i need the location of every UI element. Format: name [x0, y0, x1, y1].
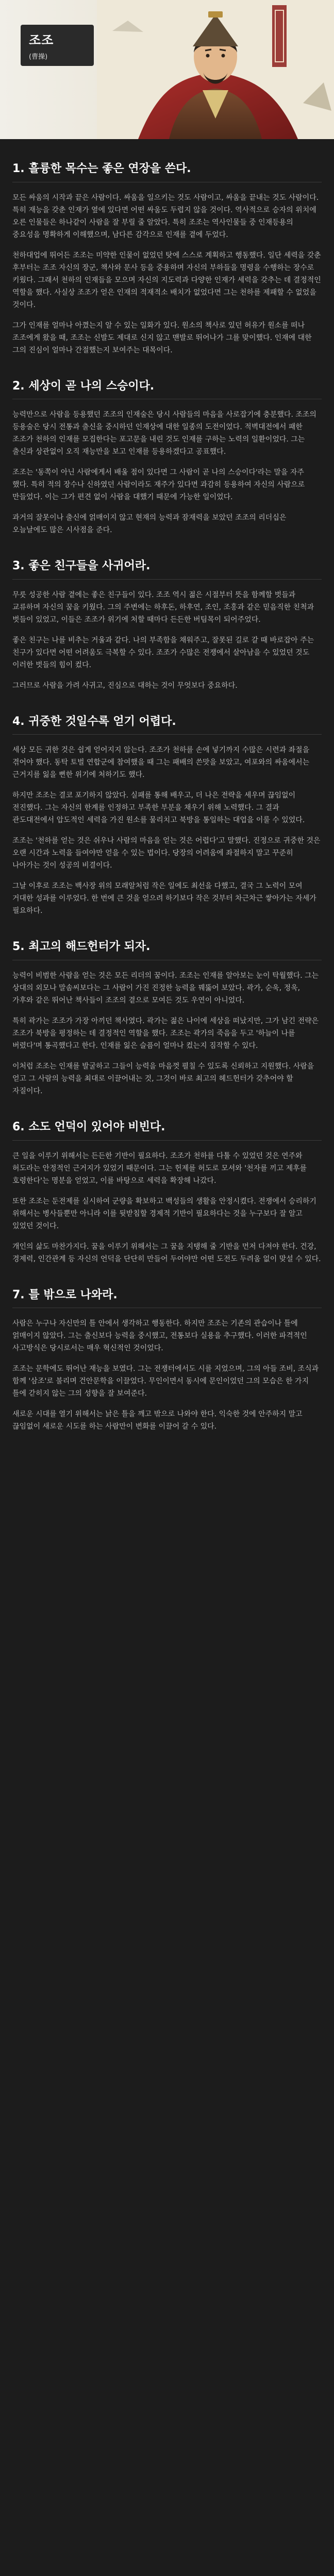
section-2 [12, 379, 322, 537]
paragraph: 이처럼 조조는 인재를 발굴하고 그들이 능력을 마음껏 펼칠 수 있도록 신뢰하고 지원했다. 사람을 얻고 그 사람의 능력을 최대로 이끌어내는 것, 그것이 바로 최고의 헤드헌터가 갖추어야 할 자질이다. [12, 1062, 314, 1095]
section-4 [12, 715, 322, 918]
paragraph: 천하대업에 뛰어든 조조는 미약한 인물이 없었던 탓에 스스로 계획하고 행동했다. 일단 세력을 갖춘 후부터는 조조 자신의 장군, 책사와 문사 등을 중용하며 자신의 부하들을 명령을 수행하는 장수로 키웠다. 그래서 천하의 인재들을 모으며 자신의 지도력과 다양한 인재가 세력을 갖추는 데 결정적인 역할을 했다. 사실상 조조가 얻은 인재의 적재적소 배치가 없었다면 그는 천하를 제패할 수 없었을 것이다. [12, 251, 321, 309]
paragraph: 조조는 문학에도 뛰어난 재능을 보였다. 그는 전쟁터에서도 시를 지었으며, 그의 아들 조비, 조식과 함께 '삼조'로 불리며 건안문학을 이끌었다. 무인이면서 동시에 문인이었던 그의 모습은 한 가지 틀에 갇히지 않는 그의 성향을 잘 보여준다. [12, 1365, 319, 1398]
paragraph: 모든 싸움의 시작과 끝은 사람이다. 싸움을 일으키는 것도 사람이고, 싸움을 끝내는 것도 사람이다. 특히 재능을 갖춘 인재가 옆에 있다면 어떤 싸움도 두렵지 않을 것이다. 역사적으로 승자의 위치에 오른 인물들은 하나같이 사람을 잘 부릴 줄 알았다. 특히 조조는 역사인물들 중 인재등용의 중요성을 명확하게 이해했으며, 남다른 감각으로 인재를 곁에 두었다. [12, 193, 319, 239]
paragraph: 좋은 친구는 나를 비추는 거울과 같다. 나의 부족함을 채워주고, 잘못된 길로 갈 때 바로잡아 주는 친구가 있다면 어떤 어려움도 극복할 수 있다. 조조가 수많은 전쟁에서 살아남을 수 있었던 것도 이러한 벗들의 힘이 컸다. [12, 636, 314, 669]
paragraph: 그러므로 사람을 가려 사귀고, 진심으로 대하는 것이 무엇보다 중요하다. [12, 681, 238, 690]
paragraph: 능력이 비범한 사람을 얻는 것은 모든 리더의 꿈이다. 조조는 인재를 알아보는 눈이 탁월했다. 그는 상대의 외모나 말솜씨보다는 그 사람이 가진 진정한 능력을 꿰뚫어 보았다. 곽가, 순욱, 정욱, 가후와 같은 뛰어난 책사들이 조조의 곁으로 모여든 것도 우연이 아니었다. [12, 971, 319, 1005]
paragraph: 새로운 시대를 열기 위해서는 낡은 틀을 깨고 밖으로 나와야 한다. 익숙한 것에 안주하지 말고 끊임없이 새로운 시도를 하는 사람만이 변화를 이끌어 갈 수 있다. [12, 1410, 303, 1431]
section-heading: 6. 소도 언덕이 있어야 비빈다. [12, 1120, 165, 1133]
paragraph: 무릇 성공한 사람 곁에는 좋은 친구들이 있다. 조조 역시 젊은 시절부터 뜻을 함께할 벗들과 교류하며 자신의 꿈을 키웠다. 그의 주변에는 하후돈, 하후연, 조인, 조홍과 같은 믿음직한 친척과 벗들이 있었고, 이들은 조조가 위기에 처할 때마다 든든한 버팀목이 되어주었다. [12, 590, 314, 624]
paragraph: 특히 곽가는 조조가 가장 아끼던 책사였다. 곽가는 젊은 나이에 세상을 떠났지만, 그가 남긴 전략은 조조가 북방을 평정하는 데 결정적인 역할을 했다. 조조는 곽가의 죽음을 두고 '하늘이 나를 버렸다'며 통곡했다고 한다. 인재를 잃은 슬픔이 얼마나 컸는지 짐작할 수 있다. [12, 1016, 319, 1050]
section-3 [12, 559, 322, 692]
paragraph: 능력만으로 사람을 등용했던 조조의 인재술은 당시 사람들의 마음을 사로잡기에 충분했다. 조조의 등용술은 당시 전통과 출신을 중시하던 인재상에 대한 일종의 도전이었다. 적벽대전에서 패한 조조가 천하의 인재를 모집한다는 포고문을 내린 것도 인재를 구하는 노력의 일환이었다. 그는 출신과 상관없이 오직 재능만을 보고 인재를 등용하겠다고 공표했다. [12, 411, 316, 456]
section-divider [12, 579, 322, 580]
paragraph: 사람은 누구나 자신만의 틀 안에서 생각하고 행동한다. 하지만 조조는 기존의 관습이나 틀에 얽매이지 않았다. 그는 출신보다 능력을 중시했고, 전통보다 실용을 추구했다. 이러한 파격적인 사고방식은 당시로서는 매우 혁신적인 것이었다. [12, 1319, 307, 1353]
hero-caption [21, 25, 94, 66]
section-5 [12, 940, 322, 1097]
paragraph: 또한 조조는 둔전제를 실시하여 군량을 확보하고 백성들의 생활을 안정시켰다. 전쟁에서 승리하기 위해서는 병사들뿐만 아니라 이를 뒷받침할 경제적 기반이 필요하다는 것을 누구보다 잘 알고 있었던 것이다. [12, 1197, 316, 1230]
paragraph: 개인의 삶도 마찬가지다. 꿈을 이루기 위해서는 그 꿈을 지탱해 줄 기반을 먼저 다져야 한다. 건강, 경제력, 인간관계 등 자신의 언덕을 단단히 만들어 두어야만 어떤 도전도 두려움 없이 맞설 수 있다. [12, 1242, 321, 1263]
paragraph: 큰 일을 이루기 위해서는 든든한 기반이 필요하다. 조조가 천하를 다툴 수 있었던 것은 연주와 허도라는 안정적인 근거지가 있었기 때문이다. 그는 헌제를 허도로 모셔와 '천자를 끼고 제후를 호령한다'는 명분을 얻었고, 이를 바탕으로 세력을 확장해 나갔다. [12, 1151, 307, 1185]
section-6 [12, 1120, 322, 1265]
paragraph: 하지만 조조는 결코 포기하지 않았다. 실패를 통해 배우고, 더 나은 전략을 세우며 끊임없이 전진했다. 그는 자신의 한계를 인정하고 부족한 부분을 채우기 위해 노력했다. 그 결과 관도대전에서 압도적인 세력을 가진 원소를 물리치고 북방을 통일하는 대업을 이룰 수 있었다. [12, 791, 305, 825]
section-heading: 5. 최고의 해드헌터가 되자. [12, 940, 151, 954]
section-heading: 4. 귀중한 것일수록 얻기 어렵다. [12, 715, 176, 728]
hero-banner [0, 0, 334, 139]
section-heading: 1. 흘륭한 목수는 좋은 연장을 쓴다. [12, 162, 191, 175]
paragraph: 과거의 잘못이나 출신에 얽매이지 않고 현재의 능력과 잠재력을 보았던 조조의 리더십은 오늘날에도 많은 시사점을 준다. [12, 514, 287, 535]
paragraph: 세상 모든 귀한 것은 쉽게 얻어지지 않는다. 조조가 천하를 손에 넣기까지 수많은 시련과 좌절을 겪어야 했다. 동탁 토벌 연합군에 참여했을 때 그는 패배의 쓴맛을 보았고, 여포와의 싸움에서는 근거지를 잃을 뻔한 위기에 처하기도 했다. [12, 746, 310, 779]
hero-title: 조조 [29, 33, 54, 47]
portrait-illustration [97, 0, 334, 139]
paragraph: 조조는 '천하를 얻는 것은 쉬우나 사람의 마음을 얻는 것은 어렵다'고 말했다. 진정으로 귀중한 것은 오랜 시간과 노력을 들여야만 얻을 수 있는 법이다. 당장의 어려움에 좌절하지 말고 꾸준히 나아가는 것이 성공의 비결이다. [12, 837, 321, 870]
paragraph: 그날 이후로 조조는 백사장 위의 모래알처럼 작은 일에도 최선을 다했고, 결국 그 노력이 모여 거대한 성과를 이루었다. 한 번에 큰 것을 얻으려 하기보다 작은 것부터 차근차근 쌓아가는 자세가 필요하다. [12, 882, 316, 916]
section-divider [12, 734, 322, 735]
section-7 [12, 1288, 322, 1433]
article-body [0, 162, 334, 1433]
section-divider [12, 1140, 322, 1141]
hero-subtitle: (曹操) [29, 53, 48, 61]
paragraph: 그가 인재를 얼마나 아꼈는지 알 수 있는 일화가 있다. 원소의 책사로 있던 허유가 원소를 떠나 조조에게 왔을 때, 조조는 신발도 제대로 신지 않고 맨발로 뛰어나가 그를 맞이했다. 인재에 대한 그의 진심이 얼마나 간절했는지 보여주는 대목이다. [12, 321, 312, 354]
section-heading: 2. 세상이 곧 나의 스승이다. [12, 379, 155, 393]
section-1 [12, 162, 322, 357]
section-heading: 3. 좋은 친구들을 사귀어라. [12, 560, 151, 573]
section-heading: 7. 틀 밖으로 나와라. [12, 1288, 118, 1301]
paragraph: 조조는 '동쪽이 아닌 사람에게서 배울 점이 있다면 그 사람이 곧 나의 스승이다'라는 말을 자주 했다. 특히 적의 장수나 신하였던 사람이라도 재주가 있다면 과감히 등용하여 자신의 사람으로 만들었다. 이는 그가 편견 없이 사람을 대했기 때문에 가능한 일이었다. [12, 468, 305, 502]
